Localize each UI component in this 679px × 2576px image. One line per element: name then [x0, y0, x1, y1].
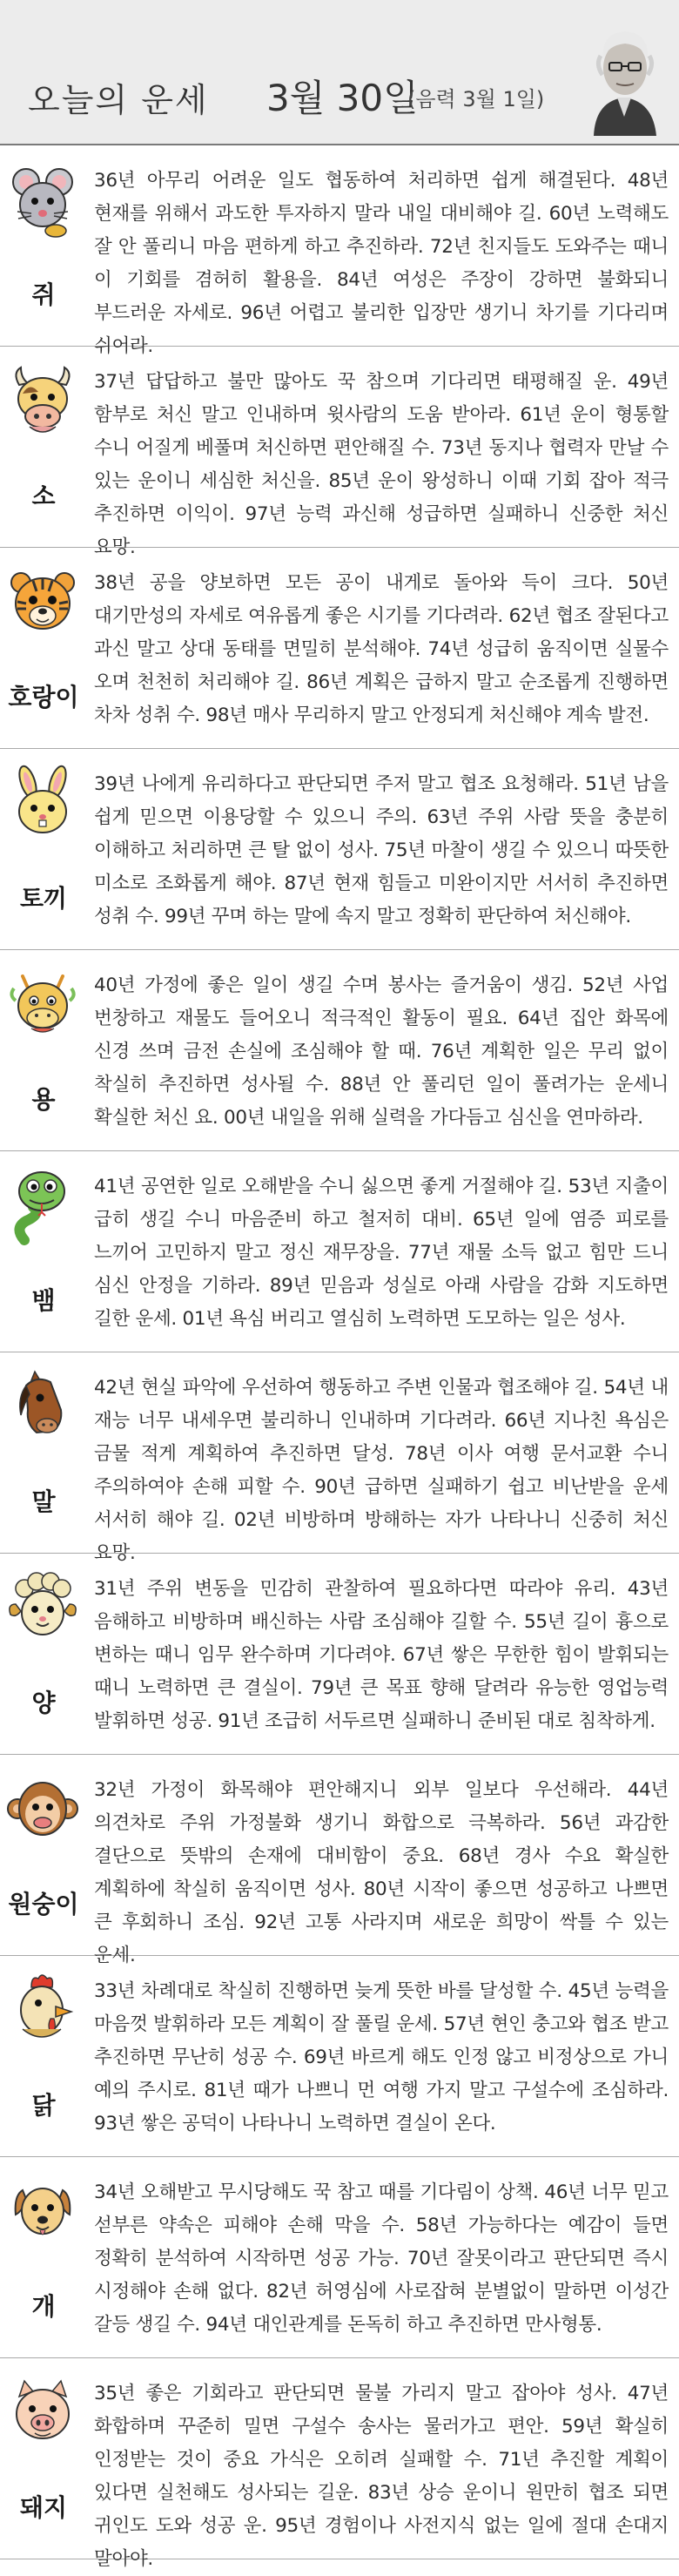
- monkey-icon: [7, 1770, 78, 1849]
- list-item: [0, 2157, 679, 2358]
- fortune-text: 35년 좋은 기회라고 판단되면 물불 가리지 말고 잡아야 성사. 47년 화합하며 꾸준히 밀면 구설수 송사는 물러가고 편안. 59년 확실히 인정받는 것이 중요 가식은 오히려 실패할 수. 71년 추진할 계획이 있다면 실천해도 성사되는 길운. 83년 상승 운이니 원만히 협조 되면 귀인도 도와 성공 운. 95년 경험이나 사전지식 없는 일에 절대 손대지 말아야.: [94, 2383, 669, 2570]
- zodiac-name: 양: [31, 1689, 56, 1717]
- rabbit-icon: [7, 765, 78, 843]
- zodiac-side: [0, 2157, 87, 2357]
- fortune-text: 40년 가정에 좋은 일이 생길 수며 봉사는 즐거움이 생김. 52년 사업 번창하고 재물도 들어오니 적극적인 활동이 필요. 64년 집안 화목에 신경 쓰며 금전 손실에 조심해야 할 때. 76년 계획한 일은 무리 없이 착실히 추진하면 성사될 수. 88년 안 풀리던 일이 풀려가는 운세니 확실한 처신 요. 00년 내일을 위해 실력을 가다듬고 심신을 연마하라.: [94, 974, 669, 1129]
- list-item: [0, 347, 679, 558]
- header: [0, 0, 679, 145]
- sheep-icon: [7, 1569, 78, 1648]
- zodiac-name: 개: [31, 2292, 56, 2321]
- zodiac-name: 용: [31, 1085, 56, 1114]
- zodiac-name: 닭: [31, 2091, 56, 2120]
- fortune-text: 37년 답답하고 불만 많아도 꾹 참으며 기다리면 태평해질 운. 49년 함부로 처신 말고 인내하며 윗사람의 도움 받아라. 61년 운이 형통할 수니 어질게 베풀며 처신하면 편안해질 수. 73년 동지나 협력자 만날 수 있는 운이니 세심한 처신을. 85년 운이 왕성하니 이때 기회 잡아 적극 추진하면 이익이. 97년 능력 과신해 성급하면 실패하니 신중한 처신 요망.: [94, 371, 669, 558]
- list-item: [0, 145, 679, 357]
- fortune-text: 33년 차례대로 착실히 진행하면 늦게 뜻한 바를 달성할 수. 45년 능력을 마음껏 발휘하라 모든 계획이 잘 풀릴 운세. 57년 현인 충고와 협조 받고 추진하면 무난히 성공 수. 69년 바르게 해도 인정 않고 비정상으로 가니 예의 주시로. 81년 때가 나쁘니 먼 여행 가지 말고 구설수에 조심하라. 93년 쌓은 공덕이 나타나니 노력하면 결실이 온다.: [94, 1980, 669, 2134]
- zodiac-name: 뱀: [31, 1286, 56, 1315]
- zodiac-side: [0, 347, 87, 547]
- zodiac-side: [0, 1554, 87, 1754]
- fortune-list: [0, 145, 679, 2570]
- zodiac-name: 쥐: [31, 280, 56, 309]
- zodiac-side: [0, 1956, 87, 2156]
- lunar-date-label: (음력 3월 1일): [407, 87, 545, 111]
- list-item: [0, 1352, 679, 1564]
- list-item: [0, 1151, 679, 1352]
- rat-icon: [7, 161, 78, 239]
- zodiac-side: [0, 548, 87, 748]
- horse-icon: [7, 1368, 78, 1446]
- list-item: [0, 749, 679, 950]
- zodiac-side: [0, 749, 87, 949]
- fortune-text: 39년 나에게 유리하다고 판단되면 주저 말고 협조 요청해라. 51년 남을 쉽게 믿으면 이용당할 수 있으니 주의. 63년 주위 사람 뜻을 충분히 이해하고 처리하면 큰 탈 없이 성사. 75년 마찰이 생길 수 있으니 따뜻한 미소로 조화롭게 해야. 87년 현재 힘들고 미완이지만 서서히 추진하면 성취 수. 99년 꾸며 하는 말에 속지 말고 정확히 판단하여 처신해야.: [94, 773, 669, 927]
- list-item: [0, 950, 679, 1151]
- fortune-text: 38년 공을 양보하면 모든 공이 내게로 돌아와 득이 크다. 50년 대기만성의 자세로 여유롭게 좋은 시기를 기다려라. 62년 협조 잘된다고 과신 말고 상대 동태를 면밀히 분석해야. 74년 성급히 움직이면 실물수 오며 천천히 처리해야 길. 86년 계획은 급하지 말고 순조롭게 진행하면 차차 성취 수. 98년 매사 무리하지 말고 안정되게 처신해야 계속 발전.: [94, 572, 669, 726]
- zodiac-name: 원숭이: [8, 1890, 79, 1919]
- zodiac-side: [0, 1151, 87, 1352]
- zodiac-name: 소: [31, 482, 56, 510]
- fortune-text: 34년 오해받고 무시당해도 꾹 참고 때를 기다림이 상책. 46년 너무 믿고 섣부른 약속은 피해야 손해 막을 수. 58년 가능하다는 예감이 들면 정확히 분석하여 시작하면 성공 가능. 70년 잘못이라고 판단되면 즉시 시정해야 손해 없다. 82년 허영심에 사로잡혀 분별없이 말하면 이성간 갈등 생길 수. 94년 대인관계를 돈독히 하고 추진하면 만사형통.: [94, 2182, 669, 2336]
- list-item: [0, 1956, 679, 2157]
- author-portrait: [576, 14, 672, 136]
- zodiac-side: [0, 950, 87, 1150]
- list-item: [0, 548, 679, 749]
- fortune-text: 41년 공연한 일로 오해받을 수니 싫으면 좋게 거절해야 길. 53년 지출이 급히 생길 수니 마음준비 하고 철저히 대비. 65년 일에 염증 피로를 느끼어 고민하지 말고 정신 재무장을. 77년 재물 소득 없고 힘만 드니 심신 안정을 기하라. 89년 믿음과 성실로 아래 사람을 감화 지도하면 길한 운세. 01년 욕심 버리고 열심히 노력하면 도모하는 일은 성사.: [94, 1176, 669, 1330]
- list-item: [0, 2358, 679, 2570]
- zodiac-name: 토끼: [19, 884, 68, 913]
- date-label: 3월 30일: [266, 77, 419, 119]
- zodiac-side: [0, 1755, 87, 1955]
- fortune-text: 42년 현실 파악에 우선하여 행동하고 주변 인물과 협조해야 길. 54년 내 재능 너무 내세우면 불리하니 인내하며 기다려라. 66년 지나친 욕심은 금물 적게 계획하여 추진하면 달성. 78년 이사 여행 문서교환 수니 주의하여야 손해 피할 수. 90년 급하면 실패하기 쉽고 비난받을 운세 서서히 해야 길. 02년 비방하며 방해하는 자가 나타나니 신중히 처신 요망.: [94, 1377, 669, 1564]
- pig-icon: [7, 2374, 78, 2452]
- zodiac-name: 호랑이: [8, 683, 79, 711]
- rooster-icon: [7, 1972, 78, 2050]
- zodiac-side: [0, 2358, 87, 2559]
- fortune-text: 32년 가정이 화목해야 편안해지니 외부 일보다 우선해라. 44년 의견차로 주위 가정불화 생기니 화합으로 극복하라. 56년 과감한 결단으로 뜻밖의 손재에 대비함이 중요. 68년 경사 수요 확실한 계획하에 착실히 움직이면 성사. 80년 시작이 좋으면 성공하고 나쁘면 큰 후회하니 조심. 92년 고통 사라지며 새로운 희망이 싹틀 수 있는 운세.: [94, 1779, 669, 1966]
- zodiac-side: [0, 145, 87, 346]
- dragon-icon: [7, 966, 78, 1044]
- tiger-icon: [7, 563, 78, 642]
- zodiac-side: [0, 1352, 87, 1553]
- dog-icon: [7, 2173, 78, 2251]
- zodiac-name: 돼지: [19, 2493, 68, 2522]
- snake-icon: [7, 1167, 78, 1245]
- fortune-text: 31년 주위 변동을 민감히 관찰하여 필요하다면 따라야 유리. 43년 음해하고 비방하며 배신하는 사람 조심해야 길할 수. 55년 길이 흉으로 변하는 때니 임무 완수하며 기다려야. 67년 쌓은 무한한 힘이 발휘되는 때니 노력하면 큰 결실이. 79년 큰 목표 향해 달려라 유능한 영업능력 발휘하면 성공. 91년 조급히 서두르면 실패하니 준비된 대로 침착하게.: [94, 1578, 669, 1732]
- fortune-text: 36년 아무리 어려운 일도 협동하여 처리하면 쉽게 해결된다. 48년 현재를 위해서 과도한 투자하지 말라 내일 대비해야 길. 60년 노력해도 잘 안 풀리니 마음 편하게 하고 추진하라. 72년 친지들도 도와주는 때니 이 기회를 겸허히 활용을. 84년 여성은 주장이 강하면 불화되니 부드러운 자세로. 96년 어렵고 불리한 입장만 생기니 차기를 기다리며 쉬어라.: [94, 170, 669, 357]
- zodiac-name: 말: [31, 1487, 56, 1516]
- list-item: [0, 1755, 679, 1966]
- page-title: 오늘의 운세: [28, 81, 209, 119]
- list-item: [0, 1554, 679, 1755]
- ox-icon: [7, 362, 78, 441]
